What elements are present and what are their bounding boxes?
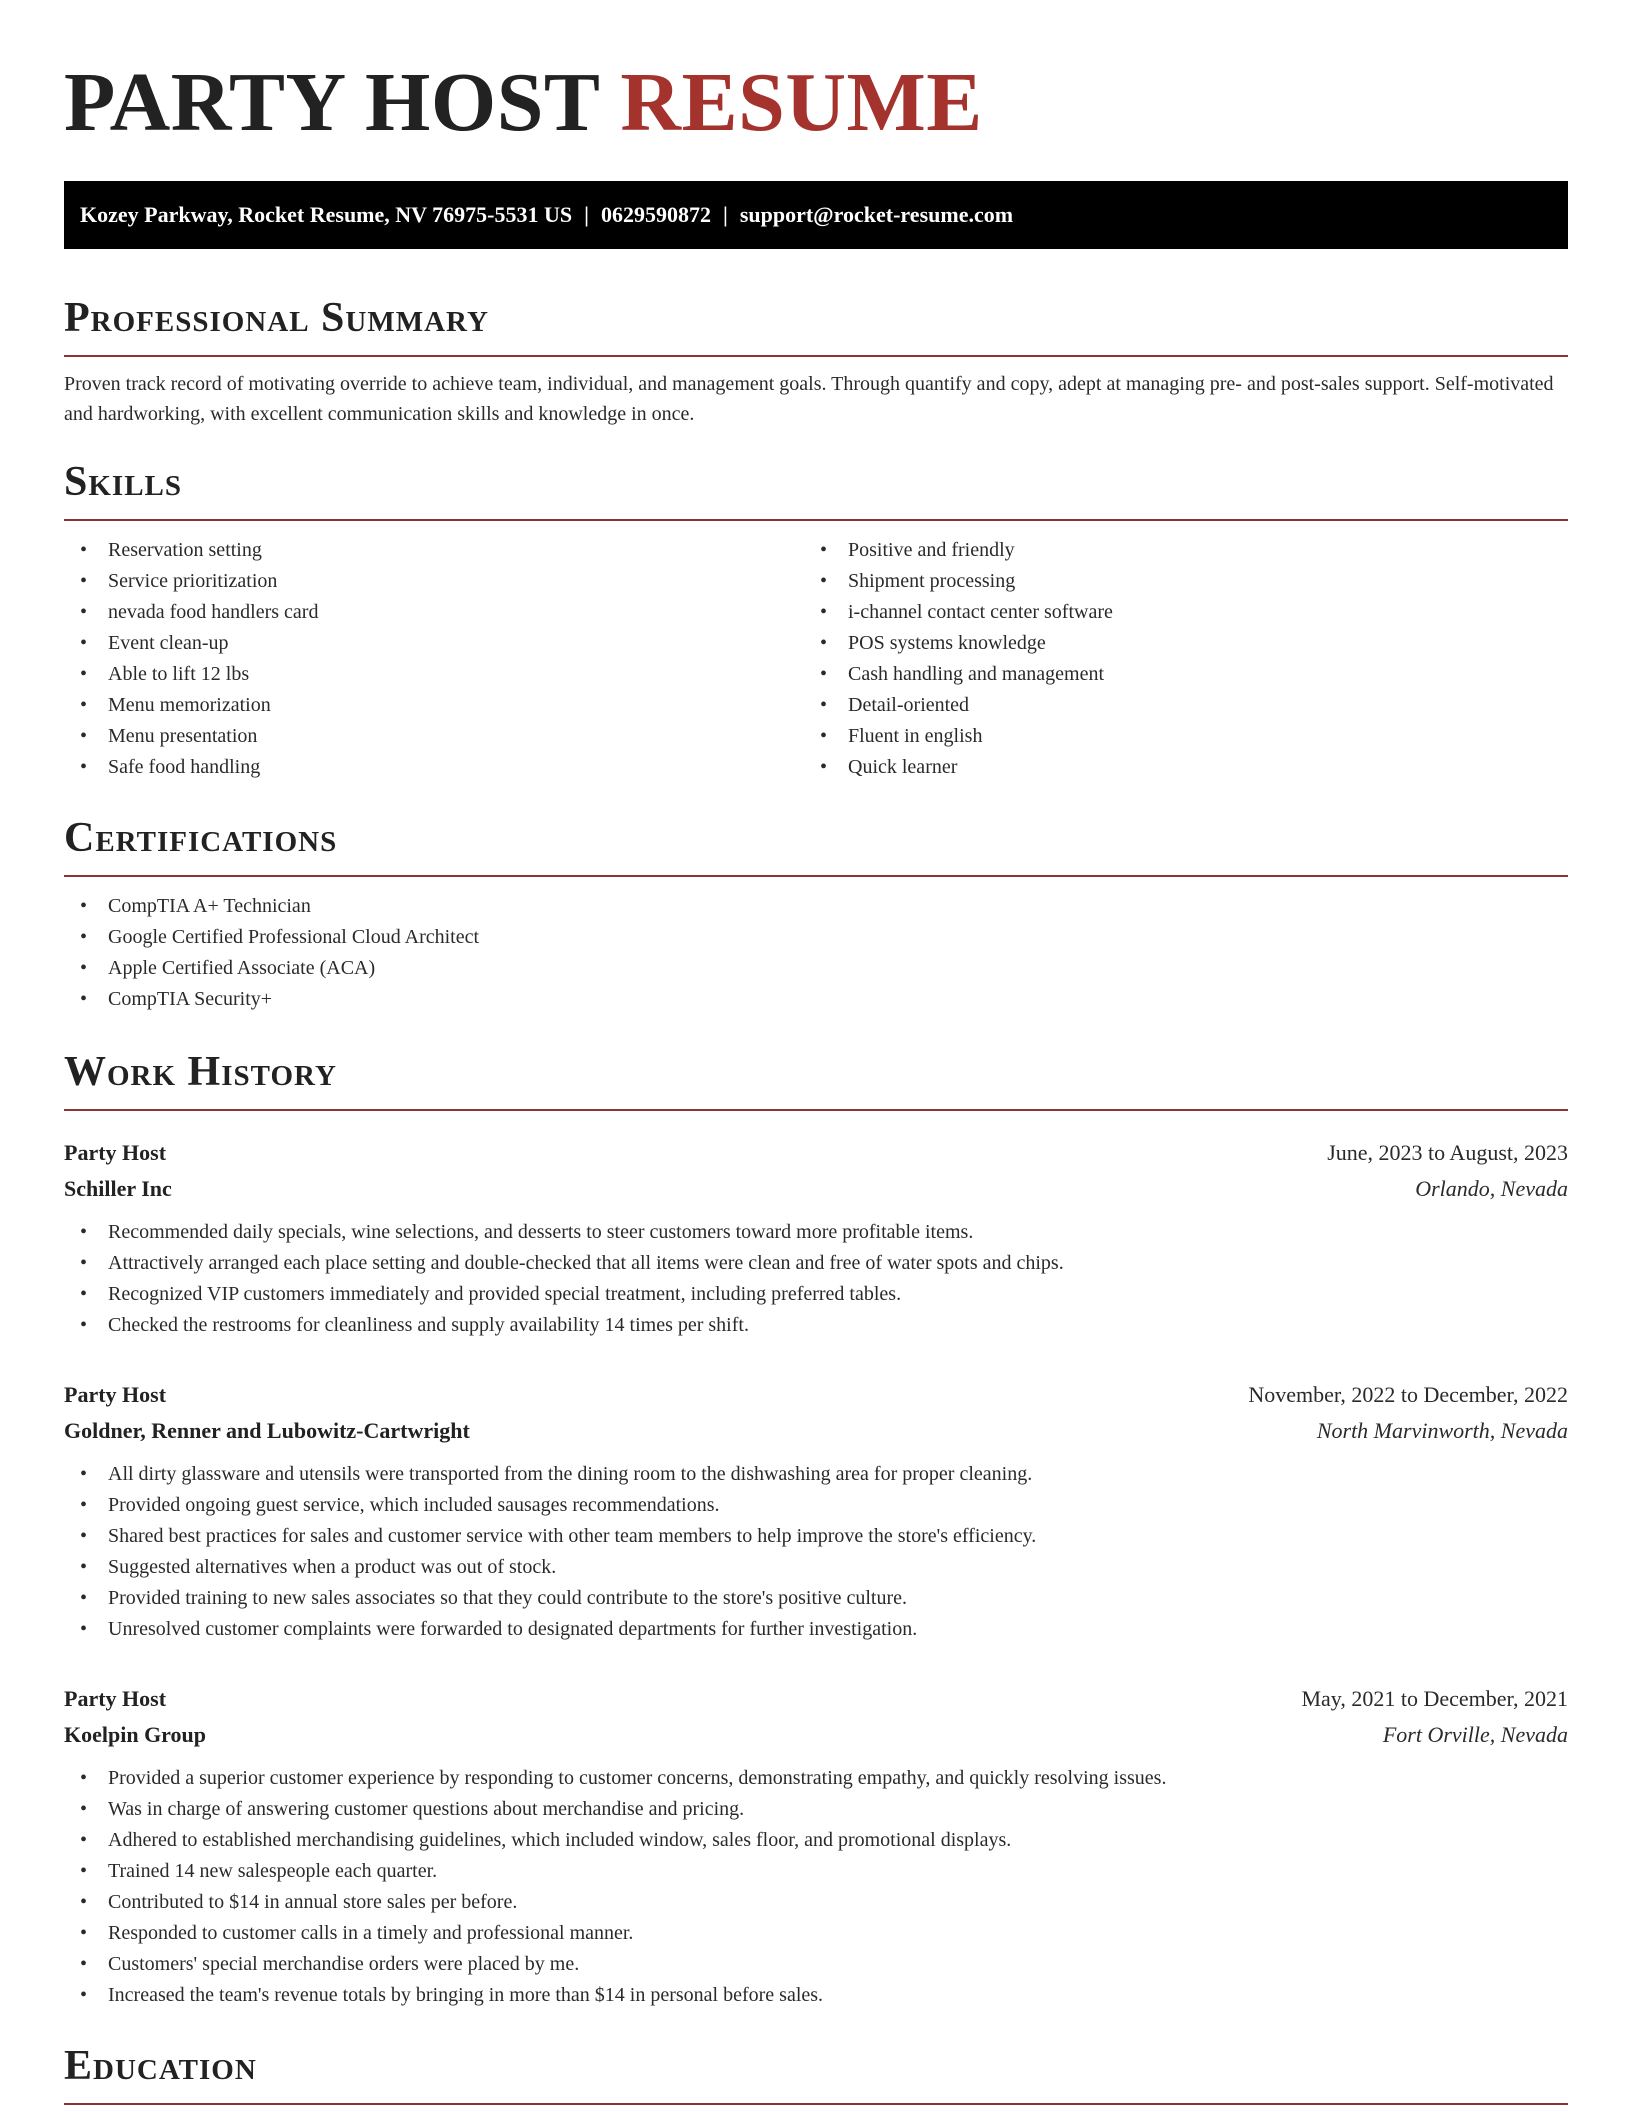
list-item: • Positive and friendly (804, 535, 1544, 566)
job-header-row (64, 1135, 1568, 1171)
title-main: PARTY HOST (64, 56, 599, 149)
section-divider (64, 519, 1568, 521)
section-divider (64, 2103, 1568, 2105)
list-item: • Attractively arranged each place setting and double-checked that all items were clean and free of water spots and chips. (64, 1248, 1568, 1279)
education-heading: Education (64, 2043, 257, 2089)
list-item: • i-channel contact center software (804, 597, 1544, 628)
job-dates: June, 2023 to August, 2023 (1327, 1140, 1568, 1165)
title-accent: RESUME (620, 56, 983, 149)
list-item: • Unresolved customer complaints were forwarded to designated departments for further investigation. (64, 1614, 1568, 1645)
resume-title (64, 0, 1568, 173)
list-item: • Recognized VIP customers immediately and provided special treatment, including preferred tables. (64, 1279, 1568, 1310)
list-item: • Service prioritization (64, 566, 804, 597)
list-item: • Shared best practices for sales and customer service with other team members to help improve the store's efficiency. (64, 1521, 1568, 1552)
job-dates: November, 2022 to December, 2022 (1248, 1382, 1568, 1407)
list-item: • Provided ongoing guest service, which included sausages recommendations. (64, 1490, 1568, 1521)
job-bullets (64, 1459, 1568, 1645)
list-item: • Shipment processing (804, 566, 1544, 597)
skills-heading: Skills (64, 459, 183, 505)
job-location: Fort Orville, Nevada (1382, 1722, 1568, 1747)
list-item: • Increased the team's revenue totals by bringing in more than $14 in personal before sales. (64, 1980, 1568, 2011)
contact-phone[interactable]: 0629590872 (600, 202, 711, 227)
contact-bar (64, 181, 1568, 249)
list-item: • Recommended daily specials, wine selections, and desserts to steer customers toward more profitable items. (64, 1217, 1568, 1248)
job-location: North Marvinworth, Nevada (1316, 1418, 1568, 1443)
list-item: • Detail-oriented (804, 690, 1544, 721)
list-item: • Customers' special merchandise orders were placed by me. (64, 1949, 1568, 1980)
job-company: Goldner, Renner and Lubowitz-Cartwright (64, 1418, 470, 1443)
certifications-list (64, 891, 1568, 1015)
list-item: • Provided training to new sales associates so that they could contribute to the store's positive culture. (64, 1583, 1568, 1614)
job-bullets (64, 1763, 1568, 2011)
certifications-heading: Certifications (64, 815, 338, 861)
job-entry (64, 1135, 1568, 1341)
job-location: Orlando, Nevada (1415, 1176, 1568, 1201)
list-item: • Adhered to established merchandising guidelines, which included window, sales floor, and promotional displays. (64, 1825, 1568, 1856)
list-item: • Able to lift 12 lbs (64, 659, 804, 690)
list-item: • POS systems knowledge (804, 628, 1544, 659)
job-entry (64, 1681, 1568, 2011)
list-item: • Google Certified Professional Cloud Architect (64, 922, 1568, 953)
list-item: • Menu memorization (64, 690, 804, 721)
job-company-row (64, 1171, 1568, 1207)
list-item: • Menu presentation (64, 721, 804, 752)
section-divider (64, 355, 1568, 357)
work-history-section (64, 1047, 1568, 2011)
job-company-row (64, 1413, 1568, 1449)
list-item: • nevada food handlers card (64, 597, 804, 628)
job-header-row (64, 1377, 1568, 1413)
list-item: • Contributed to $14 in annual store sales per before. (64, 1887, 1568, 1918)
job-title: Party Host (64, 1140, 167, 1165)
contact-separator: | (722, 202, 728, 227)
job-entry (64, 1377, 1568, 1645)
job-title: Party Host (64, 1686, 167, 1711)
list-item: • Was in charge of answering customer questions about merchandise and pricing. (64, 1794, 1568, 1825)
list-item: • Safe food handling (64, 752, 804, 783)
skills-list-right (804, 535, 1544, 783)
skills-grid (64, 535, 1568, 783)
list-item: • CompTIA Security+ (64, 984, 1568, 1015)
section-divider (64, 875, 1568, 877)
contact-separator: | (584, 202, 589, 227)
certifications-section (64, 813, 1568, 1015)
job-company: Koelpin Group (64, 1722, 207, 1747)
education-section (64, 2041, 1568, 2105)
list-item: • Suggested alternatives when a product was out of stock. (64, 1552, 1568, 1583)
job-company: Schiller Inc (64, 1176, 172, 1201)
job-title: Party Host (64, 1382, 167, 1407)
list-item: • Apple Certified Associate (ACA) (64, 953, 1568, 984)
section-divider (64, 1109, 1568, 1111)
job-dates: May, 2021 to December, 2021 (1301, 1686, 1568, 1711)
summary-heading: Professional Summary (64, 295, 489, 341)
list-item: • Responded to customer calls in a timely and professional manner. (64, 1918, 1568, 1949)
summary-text: Proven track record of motivating override to achieve team, individual, and management goals. Through quantify and copy, adept at managing pre- and post-sales support. Self-motivated and hardworking, with excellent communication skills and knowledge in once. (64, 373, 1554, 425)
job-bullets (64, 1217, 1568, 1341)
list-item: • Provided a superior customer experience by responding to customer concerns, demonstrating empathy, and quickly resolving issues. (64, 1763, 1568, 1794)
summary-section (64, 293, 1568, 429)
list-item: • Reservation setting (64, 535, 804, 566)
contact-address: Kozey Parkway, Rocket Resume, NV 76975-5531 US (80, 202, 573, 227)
list-item: • All dirty glassware and utensils were transported from the dining room to the dishwashing area for proper cleaning. (64, 1459, 1568, 1490)
skills-list-left (64, 535, 804, 783)
list-item: • CompTIA A+ Technician (64, 891, 1568, 922)
contact-email[interactable]: support@rocket-resume.com (739, 202, 1014, 227)
job-company-row (64, 1717, 1568, 1753)
list-item: • Cash handling and management (804, 659, 1544, 690)
list-item: • Trained 14 new salespeople each quarter. (64, 1856, 1568, 1887)
job-header-row (64, 1681, 1568, 1717)
work-history-heading: Work History (64, 1049, 337, 1095)
list-item: • Event clean-up (64, 628, 804, 659)
skills-section (64, 457, 1568, 783)
list-item: • Quick learner (804, 752, 1544, 783)
list-item: • Fluent in english (804, 721, 1544, 752)
list-item: • Checked the restrooms for cleanliness and supply availability 14 times per shift. (64, 1310, 1568, 1341)
